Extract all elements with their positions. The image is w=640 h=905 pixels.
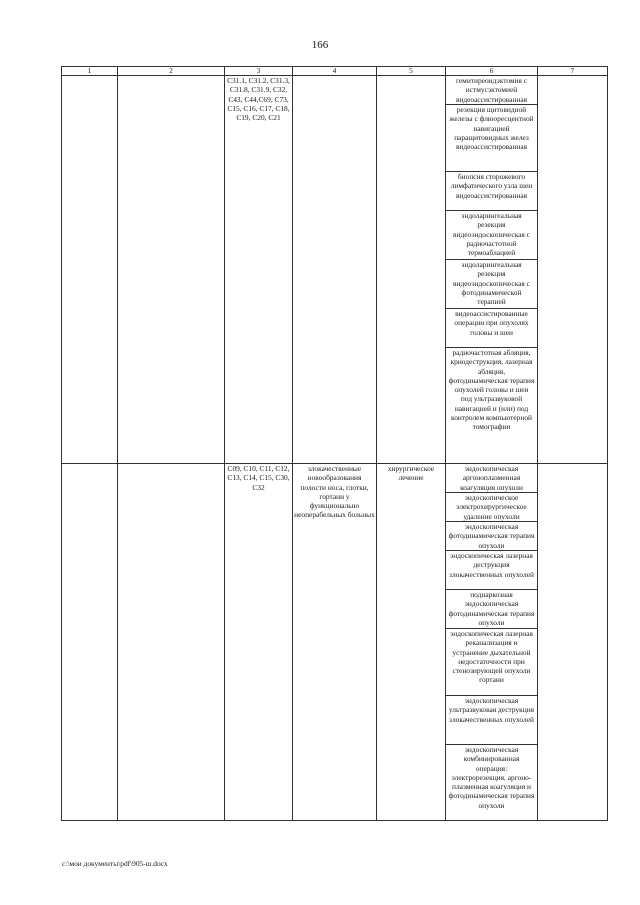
block2-method: эндоскопическая фотодинамическая терапия опухоли [446, 522, 538, 551]
block2-diagnosis-codes: C09, C10, C11, C12, C13, C14, C15, C30, C32 [225, 464, 293, 821]
medical-procedures-table [61, 66, 608, 821]
block1-method: биопсия сторожевого лимфатического узла шеи видеоассистированная [446, 172, 538, 211]
block2-method: эндоскопическая комбинированная операция: электрорезекция, аргоно-плазменная коагуляция и фотодинамическая терапия опухоли [446, 745, 538, 821]
header-row [62, 67, 608, 76]
block2-col1 [62, 464, 118, 821]
table-row [62, 464, 608, 493]
block1-col1 [62, 76, 118, 464]
block2-col2 [118, 464, 225, 821]
block2-method: эндоскопическая лазерная деструкция злокачественных опухолей [446, 551, 538, 590]
header-col-1: 1 [62, 67, 118, 76]
block1-method: радиочастотная абляция, криодеструкция, лазерная абляция, фотодинамическая терапия опухолей головы и шеи под ультразвуковой навигацией и (или) под контролем компьютерной томографии [446, 348, 538, 464]
block1-col4 [293, 76, 377, 464]
block2-method: эндоскопическое электрохирургическое удаление опухоли [446, 493, 538, 522]
header-col-4: 4 [293, 67, 377, 76]
block2-method: эндоскопическая аргоноплазменная коагуляция опухоли [446, 464, 538, 493]
block1-col2 [118, 76, 225, 464]
block1-col5 [377, 76, 446, 464]
footer-file-path: c:\мои документы\pdf\905-ш.docx [62, 859, 168, 868]
header-col-3: 3 [225, 67, 293, 76]
header-col-6: 6 [446, 67, 538, 76]
header-col-2: 2 [118, 67, 225, 76]
block2-method: эндоскопическая лазерная реканализация и устранение дыхательной недостаточности при стенозирующей опухоли гортани [446, 629, 538, 696]
block1-col7 [538, 76, 608, 464]
block2-condition: злокачественные новообразования полости носа, глотки, гортани у функционально неоперабельных больных [293, 464, 377, 821]
block1-diagnosis-codes: C31.1, C31.2, C31.3, C31.8, C31.9, C32, C43, C44,C69, C73, C15, C16, C17, C18, C19, C20, C21 [225, 76, 293, 464]
page-number: 166 [311, 39, 329, 51]
block1-method: видеоассистированные операции при опухолях головы и шеи [446, 309, 538, 348]
block1-method: гемитиреоидэктомия с истмусэктомией видеоассистированная [446, 76, 538, 105]
block1-method: эндоларингеальная резекция видеоэндоскопическая с радиочастотной термоаблацией [446, 211, 538, 260]
block2-col7 [538, 464, 608, 821]
block1-method: эндоларингеальная резекция видеоэндоскопическая с фотодинамической терапией [446, 260, 538, 309]
block2-method: поднаркозная эндоскопическая фотодинамическая терапия опухоли [446, 590, 538, 629]
header-col-5: 5 [377, 67, 446, 76]
block1-method: резекция щитовидной железы с флюоресцентной навигацией паращитовидных желез видеоассистированная [446, 105, 538, 172]
header-col-7: 7 [538, 67, 608, 76]
table-row [62, 76, 608, 105]
block2-treatment-type: хирургическое лечение [377, 464, 446, 821]
block2-method: эндоскопическая ультразвуковая деструкция злокачественных опухолей [446, 696, 538, 745]
